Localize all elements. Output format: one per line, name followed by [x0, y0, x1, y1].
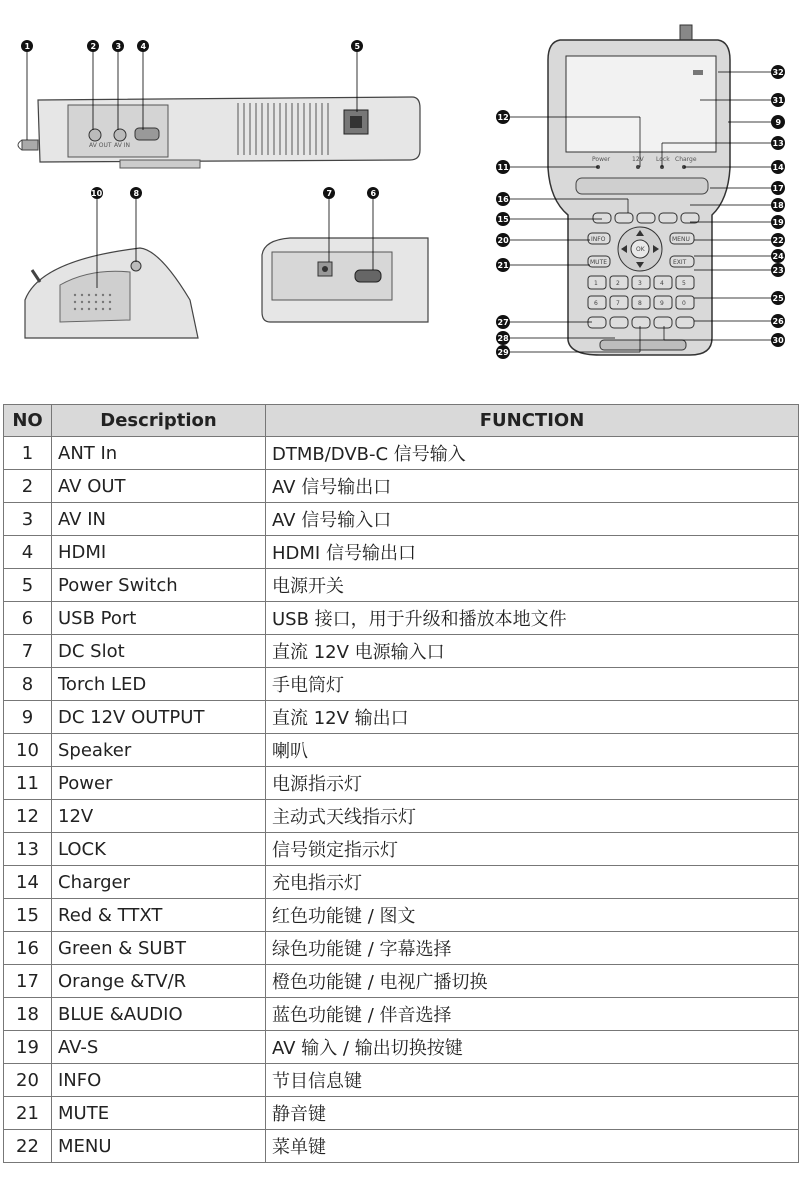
table-row: [4, 602, 799, 635]
callout-5: 5: [354, 42, 361, 51]
table-row: [4, 1064, 799, 1097]
cell-function: 直流 12V 电源输入口: [266, 635, 799, 668]
table-row: [4, 1031, 799, 1064]
table-row: [4, 899, 799, 932]
cell-no: 2: [4, 470, 52, 503]
device-side-view: [18, 97, 420, 168]
cell-function: 信号锁定指示灯: [266, 833, 799, 866]
callout-11: 11: [497, 163, 509, 172]
table-row: [4, 437, 799, 470]
cell-description: DC Slot: [52, 635, 266, 668]
callout-32: 32: [772, 68, 784, 77]
device-top-view: [262, 187, 428, 322]
cell-description: INFO: [52, 1064, 266, 1097]
cell-no: 15: [4, 899, 52, 932]
callout-7: 7: [326, 189, 333, 198]
callout-14: 14: [772, 163, 784, 172]
key-menu-label: MENU: [672, 236, 690, 243]
table-row: [4, 701, 799, 734]
callout-27: 27: [497, 318, 509, 327]
cell-function: AV 信号输入口: [266, 503, 799, 536]
table-row: [4, 1097, 799, 1130]
cell-function: USB 接口，用于升级和播放本地文件: [266, 602, 799, 635]
cell-description: Power: [52, 767, 266, 800]
table-header-row: [4, 405, 799, 437]
cell-function: 蓝色功能键 / 伴音选择: [266, 998, 799, 1031]
key-exit-label: EXIT: [673, 259, 687, 266]
callout-9: 9: [775, 118, 782, 127]
header-description: Description: [52, 405, 266, 437]
led-lock-label: Lock: [656, 156, 670, 163]
key-7: 7: [616, 300, 620, 307]
cell-function: 菜单键: [266, 1130, 799, 1163]
cell-description: HDMI: [52, 536, 266, 569]
key-8: 8: [638, 300, 642, 307]
cell-no: 1: [4, 437, 52, 470]
table-row: [4, 932, 799, 965]
cell-description: Red & TTXT: [52, 899, 266, 932]
cell-function: DTMB/DVB-C 信号输入: [266, 437, 799, 470]
table-row: [4, 800, 799, 833]
callout-8: 8: [133, 189, 140, 198]
cell-description: ANT In: [52, 437, 266, 470]
cell-function: AV 输入 / 输出切换按键: [266, 1031, 799, 1064]
cell-no: 13: [4, 833, 52, 866]
cell-no: 4: [4, 536, 52, 569]
av-out-label: AV OUT: [89, 142, 112, 149]
cell-no: 14: [4, 866, 52, 899]
key-9: 9: [660, 300, 664, 307]
key-mute-label: MUTE: [590, 259, 608, 266]
table-row: [4, 1130, 799, 1163]
key-5: 5: [682, 280, 686, 287]
cell-no: 17: [4, 965, 52, 998]
key-4: 4: [660, 280, 664, 287]
callout-3: 3: [115, 42, 122, 51]
cell-function: 电源开关: [266, 569, 799, 602]
cell-function: 电源指示灯: [266, 767, 799, 800]
device-front-view: [548, 25, 730, 355]
cell-function: 喇叭: [266, 734, 799, 767]
callout-20: 20: [497, 236, 509, 245]
cell-function: 静音键: [266, 1097, 799, 1130]
cell-description: AV IN: [52, 503, 266, 536]
led-12v-label: 12V: [632, 156, 644, 163]
function-table: [3, 404, 799, 1163]
callout-19: 19: [772, 218, 784, 227]
cell-function: 橙色功能键 / 电视广播切换: [266, 965, 799, 998]
table-row: [4, 965, 799, 998]
cell-no: 19: [4, 1031, 52, 1064]
cell-no: 20: [4, 1064, 52, 1097]
cell-no: 11: [4, 767, 52, 800]
led-charge-label: Charge: [675, 156, 697, 163]
key-2: 2: [616, 280, 620, 287]
callout-16: 16: [497, 195, 509, 204]
table-row: [4, 668, 799, 701]
callout-1: 1: [24, 42, 31, 51]
cell-description: BLUE &AUDIO: [52, 998, 266, 1031]
cell-description: DC 12V OUTPUT: [52, 701, 266, 734]
cell-function: 红色功能键 / 图文: [266, 899, 799, 932]
key-0: 0: [682, 300, 686, 307]
header-function: FUNCTION: [266, 405, 799, 437]
cell-no: 16: [4, 932, 52, 965]
callout-29: 29: [497, 348, 509, 357]
table-row: [4, 833, 799, 866]
cell-no: 10: [4, 734, 52, 767]
cell-description: USB Port: [52, 602, 266, 635]
callout-13: 13: [772, 139, 784, 148]
key-info-label: INFO: [591, 236, 606, 243]
table-row: [4, 998, 799, 1031]
cell-description: MENU: [52, 1130, 266, 1163]
callout-18: 18: [772, 201, 784, 210]
callout-15: 15: [497, 215, 509, 224]
key-ok-label: OK: [636, 246, 645, 253]
callout-23: 23: [772, 266, 784, 275]
callout-10: 10: [91, 189, 103, 198]
cell-function: AV 信号输出口: [266, 470, 799, 503]
cell-description: Orange &TV/R: [52, 965, 266, 998]
cell-no: 21: [4, 1097, 52, 1130]
cell-function: 充电指示灯: [266, 866, 799, 899]
callout-22: 22: [772, 236, 784, 245]
table-row: [4, 470, 799, 503]
callout-21: 21: [497, 261, 509, 270]
device-back-view: [25, 187, 198, 338]
callout-28: 28: [497, 334, 509, 343]
cell-description: LOCK: [52, 833, 266, 866]
cell-description: Green & SUBT: [52, 932, 266, 965]
callout-12: 12: [497, 113, 509, 122]
cell-description: Speaker: [52, 734, 266, 767]
table-row: [4, 734, 799, 767]
cell-description: Charger: [52, 866, 266, 899]
table-row: [4, 536, 799, 569]
key-1: 1: [594, 280, 598, 287]
av-in-label: AV IN: [114, 142, 130, 149]
cell-no: 12: [4, 800, 52, 833]
callout-17: 17: [772, 184, 784, 193]
callout-24: 24: [772, 252, 784, 261]
callout-2: 2: [90, 42, 97, 51]
cell-no: 18: [4, 998, 52, 1031]
cell-function: 直流 12V 输出口: [266, 701, 799, 734]
device-illustration: [0, 0, 800, 400]
cell-function: HDMI 信号输出口: [266, 536, 799, 569]
cell-function: 主动式天线指示灯: [266, 800, 799, 833]
cell-no: 22: [4, 1130, 52, 1163]
cell-description: 12V: [52, 800, 266, 833]
cell-description: AV-S: [52, 1031, 266, 1064]
cell-no: 3: [4, 503, 52, 536]
table-row: [4, 569, 799, 602]
callout-31: 31: [772, 96, 784, 105]
cell-no: 7: [4, 635, 52, 668]
cell-function: 手电筒灯: [266, 668, 799, 701]
cell-function: 节目信息键: [266, 1064, 799, 1097]
header-no: NO: [4, 405, 52, 437]
table-row: [4, 635, 799, 668]
key-3: 3: [638, 280, 642, 287]
cell-no: 6: [4, 602, 52, 635]
key-6: 6: [594, 300, 598, 307]
callout-4: 4: [140, 42, 147, 51]
callout-26: 26: [772, 317, 784, 326]
cell-no: 5: [4, 569, 52, 602]
table-row: [4, 866, 799, 899]
cell-no: 9: [4, 701, 52, 734]
callout-6: 6: [370, 189, 377, 198]
cell-function: 绿色功能键 / 字幕选择: [266, 932, 799, 965]
table-row: [4, 503, 799, 536]
cell-description: Torch LED: [52, 668, 266, 701]
callout-30: 30: [772, 336, 784, 345]
cell-no: 8: [4, 668, 52, 701]
led-power-label: Power: [592, 156, 611, 163]
table-row: [4, 767, 799, 800]
cell-description: Power Switch: [52, 569, 266, 602]
cell-description: AV OUT: [52, 470, 266, 503]
callout-25: 25: [772, 294, 784, 303]
cell-description: MUTE: [52, 1097, 266, 1130]
